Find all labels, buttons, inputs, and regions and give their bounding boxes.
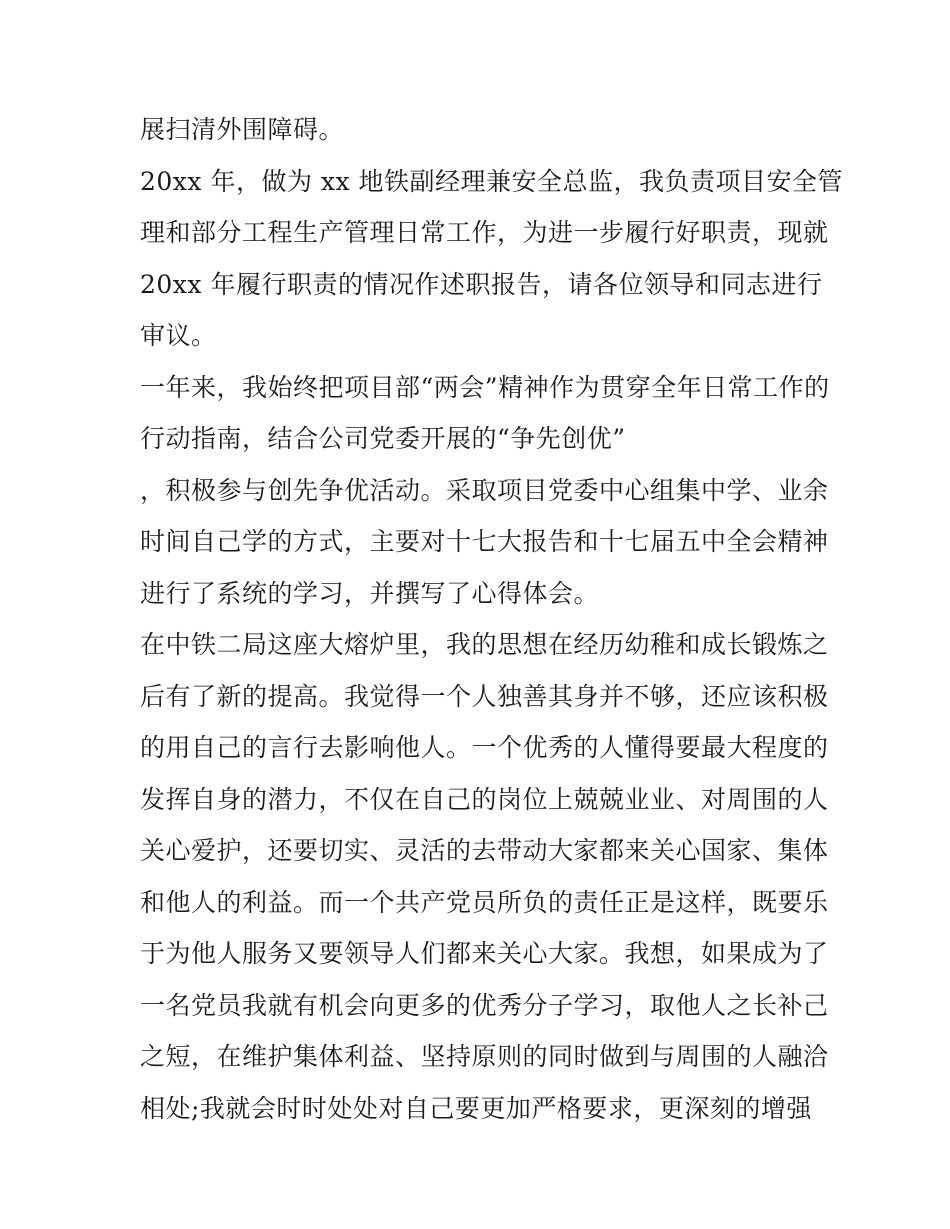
text-line: 一年来，我始终把项目部“两会”精神作为贯穿全年日常工作的 bbox=[140, 372, 830, 402]
text-line: 时间自己学的方式，主要对十七大报告和十七届五中全会精神 bbox=[140, 527, 829, 556]
document-body bbox=[140, 104, 844, 1134]
text-line: 20xx 年履行职责的情况作述职报告，请各位领导和同志进行 bbox=[140, 269, 823, 299]
text-line: 的用自己的言行去影响他人。一个优秀的人懂得要最大程度的 bbox=[140, 733, 829, 762]
text-line: 和他人的利益。而一个共产党员所负的责任正是这样，既要乐 bbox=[140, 887, 829, 917]
text-line: 关心爱护，还要切实、灵活的去带动大家都来关心国家、集体 bbox=[140, 836, 829, 865]
text-line: 后有了新的提高。我觉得一个人独善其身并不够，还应该积极 bbox=[140, 681, 829, 711]
text-line: ，积极参与创先争优活动。采取项目党委中心组集中学、业余 bbox=[140, 475, 829, 505]
text-line: 相处;我就会时时处处对自己要更加严格要求，更深刻的增强 bbox=[140, 1093, 812, 1123]
text-line: 20xx 年，做为 xx 地铁副经理兼安全总监，我负责项目安全管 bbox=[140, 166, 844, 196]
text-line: 于为他人服务又要领导人们都来关心大家。我想，如果成为了 bbox=[140, 939, 829, 968]
text-line: 进行了系统的学习，并撰写了心得体会。 bbox=[140, 578, 600, 608]
text-line: 审议。 bbox=[140, 321, 217, 350]
text-line: 之短，在维护集体利益、坚持原则的同时做到与周围的人融洽 bbox=[140, 1042, 829, 1071]
text-line: 理和部分工程生产管理日常工作，为进一步履行好职责，现就 bbox=[140, 218, 829, 247]
text-line: 展扫清外围障碍。 bbox=[140, 115, 345, 144]
text-line: 在中铁二局这座大熔炉里，我的思想在经历幼稚和成长锻炼之 bbox=[140, 630, 829, 659]
text-line: 发挥自身的潜力，不仅在自己的岗位上兢兢业业、对周围的人 bbox=[140, 784, 829, 814]
text-line: 一名党员我就有机会向更多的优秀分子学习，取他人之长补己 bbox=[140, 990, 829, 1020]
text-line: 行动指南，结合公司党委开展的“争先创优” bbox=[140, 424, 626, 453]
